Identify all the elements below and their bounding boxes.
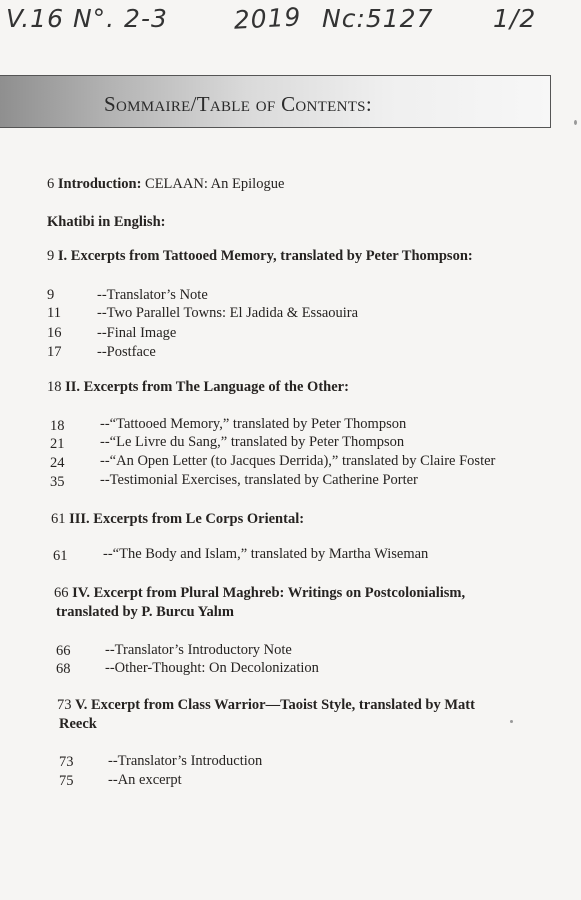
item-page: 66 xyxy=(56,643,71,659)
item-text: --Testimonial Exercises, translated by Catherine Porter xyxy=(100,472,418,488)
item-text: --Translator’s Introduction xyxy=(108,753,263,769)
item-text: --Translator’s Introductory Note xyxy=(105,642,292,658)
intro-title: CELAAN: An Epilogue xyxy=(145,176,285,192)
item-page: 21 xyxy=(50,436,65,452)
section-heading xyxy=(54,585,465,602)
item-text: --“An Open Letter (to Jacques Derrida),” translated by Claire Foster xyxy=(100,453,496,469)
item-text: --Final Image xyxy=(97,325,177,341)
section-title: II. Excerpts from The Language of the Other: xyxy=(65,379,349,395)
item-page: 61 xyxy=(53,548,68,564)
item-text: --Postface xyxy=(97,344,156,360)
section-heading xyxy=(51,511,304,528)
section-title: III. Excerpts from Le Corps Oriental: xyxy=(69,511,305,527)
item-page: 17 xyxy=(47,344,62,360)
section-page: 18 xyxy=(47,379,62,395)
khatibi-heading: Khatibi in English: xyxy=(47,214,166,230)
section-title-cont: translated by P. Burcu Yalım xyxy=(56,604,234,620)
page-speck xyxy=(574,120,577,125)
section-page: 66 xyxy=(54,585,69,601)
handwritten-code: Nc:5127 xyxy=(322,4,434,33)
item-page: 11 xyxy=(47,305,61,321)
item-page: 35 xyxy=(50,474,65,490)
item-page: 75 xyxy=(59,773,74,789)
handwritten-part: 1/2 xyxy=(493,4,537,33)
section-page: 61 xyxy=(51,511,66,527)
page-title: Sommaire/Table of Contents: xyxy=(104,92,372,116)
item-text: --Translator’s Note xyxy=(97,287,208,303)
section-heading xyxy=(57,697,475,714)
item-page: 16 xyxy=(47,325,62,341)
contents-banner xyxy=(0,75,551,128)
section-heading xyxy=(47,248,473,265)
item-text: --Two Parallel Towns: El Jadida & Essaouira xyxy=(97,305,359,321)
section-page: 9 xyxy=(47,248,55,264)
item-page: 73 xyxy=(59,754,74,770)
item-text: --“Tattooed Memory,” translated by Peter Thompson xyxy=(100,416,407,432)
intro-entry xyxy=(47,176,284,193)
intro-label: Introduction: xyxy=(57,176,142,192)
handwritten-year: 2019 xyxy=(232,2,303,35)
item-text: --“Le Livre du Sang,” translated by Peter Thompson xyxy=(100,434,405,450)
item-text: --“The Body and Islam,” translated by Martha Wiseman xyxy=(103,546,429,562)
section-title: V. Excerpt from Class Warrior—Taoist Style, translated by Matt xyxy=(75,697,475,713)
item-page: 24 xyxy=(50,455,65,471)
intro-page: 6 xyxy=(47,176,55,192)
section-title: I. Excerpts from Tattooed Memory, translated by Peter Thompson: xyxy=(57,248,473,264)
item-page: 68 xyxy=(56,661,71,677)
section-title-cont: Reeck xyxy=(59,716,97,732)
item-page: 9 xyxy=(47,287,55,303)
section-page: 73 xyxy=(57,697,72,713)
section-title: IV. Excerpt from Plural Maghreb: Writings on Postcolonialism, xyxy=(72,585,466,601)
item-text: --An excerpt xyxy=(108,772,182,788)
page-speck xyxy=(510,720,513,723)
handwritten-volume: V.16 N°. 2-3 xyxy=(6,4,168,33)
section-heading xyxy=(47,379,349,396)
item-text: --Other-Thought: On Decolonization xyxy=(105,660,319,676)
item-page: 18 xyxy=(50,418,65,434)
